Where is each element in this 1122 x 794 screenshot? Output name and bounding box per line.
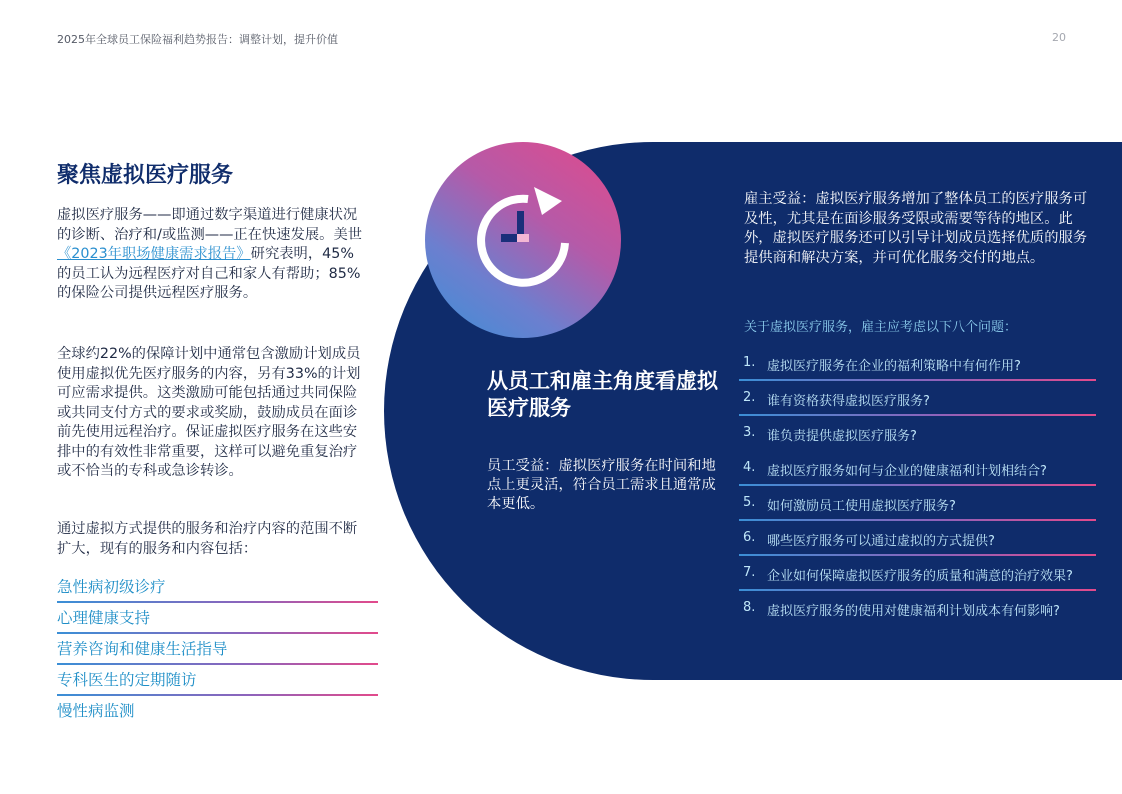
intro-text-start: 虚拟医疗服务——即通过数字渠道进行健康状况的诊断、治疗和/或监测——正在快速发展。美世: [57, 207, 363, 243]
panel-heading: 从员工和雇主角度看虚拟医疗服务: [487, 369, 718, 420]
service-item: 急性病初级诊疗: [57, 574, 378, 605]
question-number: 1.: [743, 355, 756, 370]
question-item: [739, 521, 1096, 556]
report-title: 2025年全球员工保险福利趋势报告：调整计划，提升价值: [57, 33, 338, 46]
question-number: 3.: [743, 425, 756, 440]
question-item: [739, 381, 1096, 416]
question-text: 谁有资格获得虚拟医疗服务?: [767, 394, 930, 409]
service-item: 专科医生的定期随访: [57, 667, 378, 698]
question-number: 7.: [743, 565, 756, 580]
services-list: [57, 574, 378, 729]
question-number: 8.: [743, 600, 756, 615]
question-number: 4.: [743, 460, 756, 475]
section-heading: 聚焦虚拟医疗服务: [57, 163, 234, 188]
page-number: 20: [1052, 31, 1066, 44]
question-number: 6.: [743, 530, 756, 545]
questions-list: [739, 346, 1096, 626]
question-text: 谁负责提供虚拟医疗服务?: [767, 429, 917, 444]
report-link[interactable]: 《2023年职场健康需求报告》: [57, 246, 251, 262]
employee-benefit-text: 员工受益：虚拟医疗服务在时间和地点上更灵活，符合员工需求且通常成本更低。: [487, 458, 716, 512]
question-item: [739, 556, 1096, 591]
question-item: [739, 346, 1096, 381]
intro-paragraph: [57, 206, 367, 304]
question-text: 虚拟医疗服务如何与企业的健康福利计划相结合?: [767, 464, 1047, 479]
question-item: [739, 451, 1096, 486]
service-item: 心理健康支持: [57, 605, 378, 636]
question-item: [739, 416, 1096, 451]
question-number: 5.: [743, 495, 756, 510]
incentive-paragraph: 全球约22%的保障计划中通常包含激励计划成员使用虚拟优先医疗服务的内容，另有33%的计划可应需求提供。这类激励可能包括通过共同保险或共同支付方式的要求或奖励，鼓励成员在面诊前先使用远程治疗。保证虚拟医疗服务在这些安排中的有效性非常重要，这样可以避免重复治疗或不恰当的专科或急诊转诊。: [57, 346, 361, 479]
question-text: 虚拟医疗服务的使用对健康福利计划成本有何影响?: [767, 604, 1060, 619]
refresh-clock-icon: [468, 185, 578, 295]
question-text: 如何激励员工使用虚拟医疗服务?: [767, 499, 956, 514]
question-text: 虚拟医疗服务在企业的福利策略中有何作用?: [767, 359, 1021, 374]
questions-intro: 关于虚拟医疗服务，雇主应考虑以下八个问题：: [744, 320, 1018, 335]
service-item: 慢性病监测: [57, 702, 135, 720]
question-item: [739, 486, 1096, 521]
question-item: [739, 591, 1096, 626]
question-number: 2.: [743, 390, 756, 405]
employer-benefit-text: 雇主受益：虚拟医疗服务增加了整体员工的医疗服务可及性，尤其是在面诊服务受限或需要等待的地区。此外，虚拟医疗服务还可以引导计划成员选择优质的服务提供商和解决方案，并可优化服务交付的地点。: [744, 191, 1088, 266]
services-intro-paragraph: 通过虚拟方式提供的服务和治疗内容的范围不断扩大，现有的服务和内容包括：: [57, 521, 358, 557]
service-item: 营养咨询和健康生活指导: [57, 636, 378, 667]
intro-text-end: 研究表明，45%的员工认为远程医疗对自己和家人有帮助；85%的保险公司提供远程医疗服务。: [57, 246, 361, 301]
question-text: 企业如何保障虚拟医疗服务的质量和满意的治疗效果?: [767, 569, 1073, 584]
question-text: 哪些医疗服务可以通过虚拟的方式提供?: [767, 534, 995, 549]
